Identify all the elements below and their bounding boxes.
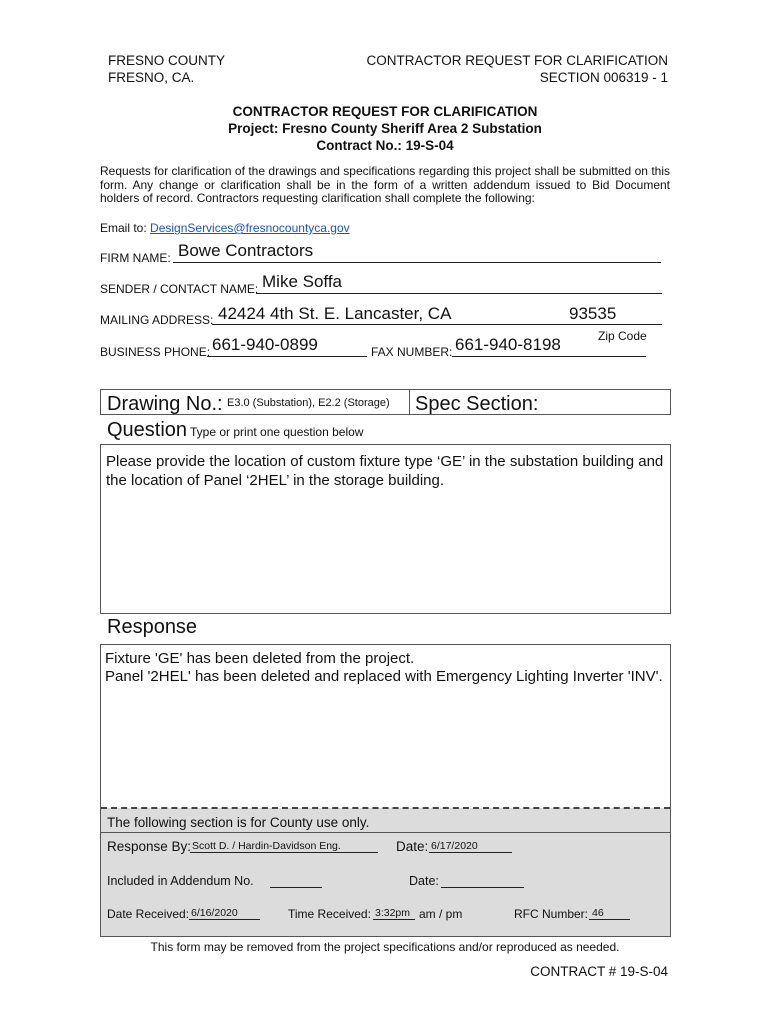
addendum-label: Included in Addendum No.: [107, 874, 254, 888]
sender-value[interactable]: Mike Soffa: [262, 272, 343, 291]
email-link[interactable]: DesignServices@fresnocountyca.gov: [150, 221, 350, 235]
response-by-label: Response By:: [107, 839, 192, 854]
addendum-date-label: Date:: [409, 874, 439, 888]
fax-value[interactable]: 661-940-8198: [455, 335, 561, 354]
response-date-label: Date:: [396, 839, 429, 854]
rfc-number-line: [589, 919, 630, 920]
county-heading: The following section is for County use only.: [107, 815, 370, 830]
zip-label: Zip Code: [598, 329, 647, 343]
time-received-value[interactable]: 3:32pm: [375, 907, 411, 919]
contract-number: Contract No.: 19-S-04: [316, 138, 454, 153]
drawing-label: Drawing No.:: [107, 393, 223, 415]
rfc-number-value[interactable]: 46: [592, 907, 604, 919]
time-received-label: Time Received:: [288, 907, 371, 921]
response-label: Response: [107, 616, 198, 638]
fax-label: FAX NUMBER:: [371, 345, 453, 359]
response-line-2: Panel '2HEL' has been deleted and replaced with Emergency Lighting Inverter 'INV'.: [105, 668, 663, 685]
am-pm-label: am / pm: [419, 907, 463, 921]
drawing-value[interactable]: E3.0 (Substation), E2.2 (Storage): [227, 397, 390, 409]
mailing-label: MAILING ADDRESS:: [100, 313, 214, 327]
email-label: Email to:: [100, 221, 147, 235]
firm-value[interactable]: Bowe Contractors: [178, 241, 314, 260]
section-number: SECTION 006319 - 1: [539, 70, 668, 85]
response-by-value[interactable]: Scott D. / Hardin-Davidson Eng.: [192, 840, 341, 852]
addendum-line[interactable]: [270, 887, 322, 888]
question-label: Question: [107, 419, 188, 441]
date-received-label: Date Received:: [107, 907, 190, 921]
footer-contract: CONTRACT # 19-S-04: [530, 964, 668, 979]
response-by-line: [190, 852, 378, 853]
phone-line: [207, 356, 367, 357]
drawing-spec-divider: [409, 389, 410, 415]
spec-section-label: Spec Section:: [415, 393, 539, 415]
header-left: [108, 52, 225, 86]
header-right: [366, 52, 668, 86]
doc-type: CONTRACTOR REQUEST FOR CLARIFICATION: [366, 53, 668, 68]
zip-value[interactable]: 93535: [569, 304, 617, 323]
instructions-paragraph: Requests for clarification of the drawings and specifications regarding this project shall be submitted on this form. Any change or clarification shall be in the form of a written addendum issued to Bid Document holders of record. Contractors requesting clarification shall complete the following:: [100, 164, 670, 205]
question-text: Please provide the location of custom fixture type ‘GE’ in the substation building and the location of Panel ‘2HEL’ in the storage building.: [106, 453, 664, 489]
firm-line: [173, 262, 661, 263]
date-received-line: [189, 919, 260, 920]
mailing-value[interactable]: 42424 4th St. E. Lancaster, CA: [218, 304, 452, 323]
phone-label: BUSINESS PHONE:: [100, 345, 211, 359]
rfc-number-label: RFC Number:: [514, 907, 589, 921]
sender-label: SENDER / CONTACT NAME:: [100, 282, 259, 296]
sender-line: [256, 293, 662, 294]
county-name: FRESNO COUNTY: [108, 53, 226, 68]
email-row: [100, 221, 350, 235]
date-received-value[interactable]: 6/16/2020: [191, 907, 238, 919]
response-date-line: [429, 852, 512, 853]
mailing-line: [212, 324, 662, 325]
question-hint: Type or print one question below: [190, 425, 364, 439]
form-title: CONTRACTOR REQUEST FOR CLARIFICATION: [232, 104, 538, 119]
county-city: FRESNO, CA.: [108, 70, 195, 85]
fax-line: [452, 356, 646, 357]
footer-note: This form may be removed from the project specifications and/or reproduced as needed.: [150, 940, 620, 954]
county-top-border: [101, 807, 670, 809]
time-received-line: [373, 919, 415, 920]
project-title: Project: Fresno County Sheriff Area 2 Substation: [228, 121, 542, 136]
response-date-value[interactable]: 6/17/2020: [431, 840, 478, 852]
addendum-date-line[interactable]: [441, 887, 524, 888]
firm-label: FIRM NAME:: [100, 251, 171, 265]
response-line-1: Fixture 'GE' has been deleted from the project.: [105, 650, 415, 667]
county-heading-divider: [101, 832, 670, 833]
question-box[interactable]: [100, 444, 671, 614]
phone-value[interactable]: 661-940-0899: [212, 335, 318, 354]
